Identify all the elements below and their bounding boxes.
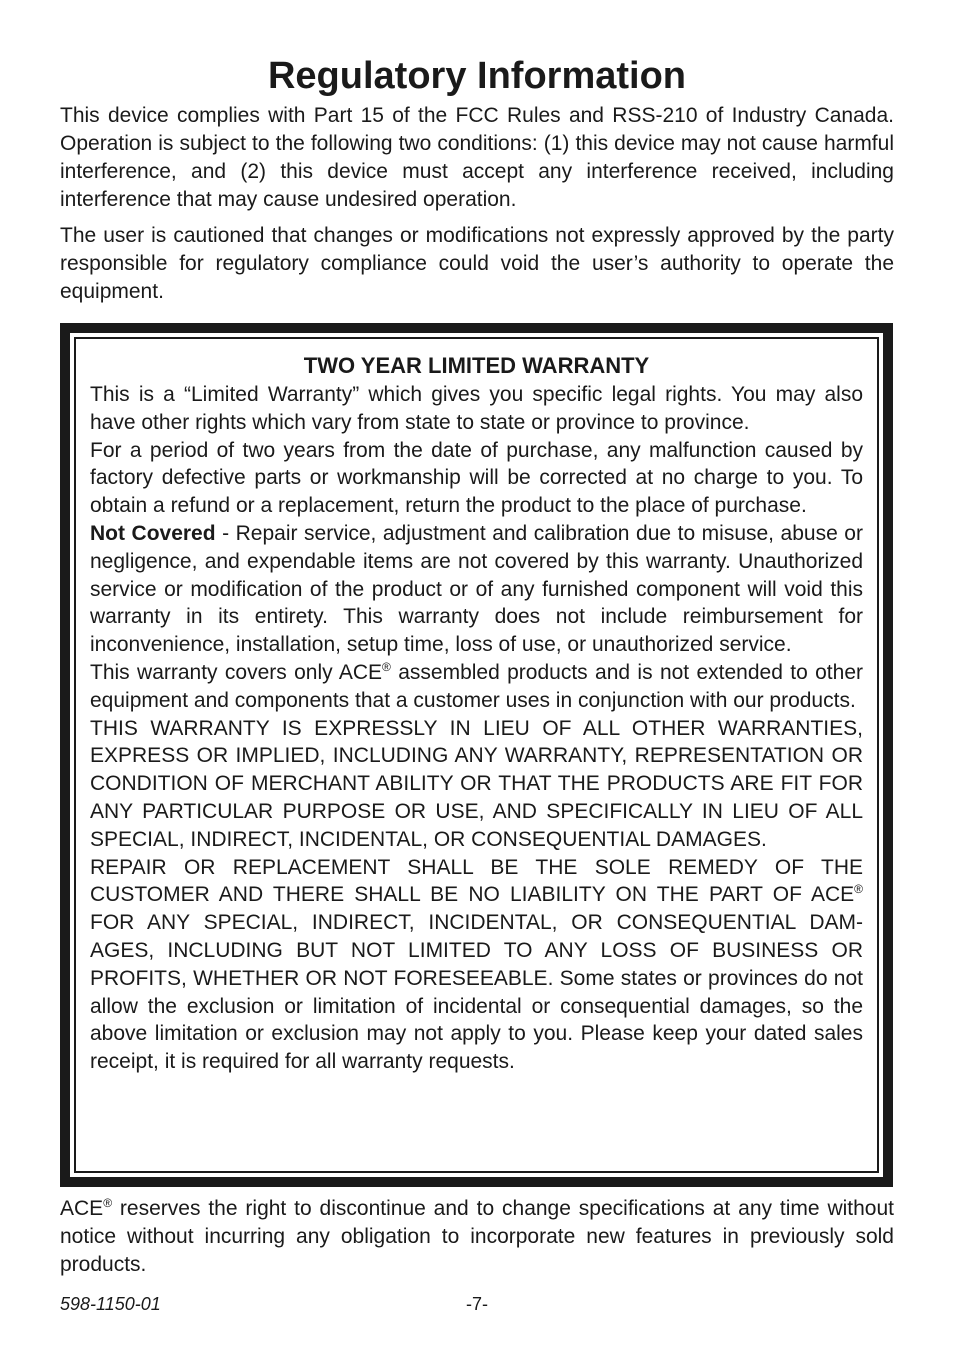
warranty-content — [90, 351, 863, 1076]
warranty-rights-paragraph: This is a “Limited Warranty” which gives you specific legal rights. You may also have other rights which vary from state to state or province to province. — [90, 383, 863, 434]
brand-name: ACE — [60, 1197, 104, 1220]
specifications-notice-paragraph — [60, 1195, 894, 1279]
document-number: 598-1150-01 — [60, 1294, 161, 1314]
coverage-text-end: assembled products and is not extended to other equipment and components that a customer uses in conjunction with our products. — [90, 660, 863, 712]
registered-mark: ® — [103, 1196, 113, 1210]
registered-mark: ® — [382, 659, 391, 674]
warranty-heading: TWO YEAR LIMITED WARRANTY — [303, 353, 650, 378]
page-title: Regulatory Information — [267, 55, 687, 97]
remedy-text-start: REPAIR OR REPLACEMENT SHALL BE THE SOLE REMEDY OF THE CUSTOMER AND THERE SHALL BE NO LIABILITY ON THE PART OF ACE — [90, 855, 863, 907]
specifications-notice-text: reserves the right to discontinue and to change specifications at any time without notice without incurring any obligation to incorporate new features in previously sold products. — [60, 1197, 894, 1276]
fcc-compliance-paragraph: This device complies with Part 15 of the FCC Rules and RSS-210 of Industry Canada. Operation is subject to the following two conditions: (1) this device may not cause harmful interference, and (2) this device must accept any interference received, including interference that may cause undesired operation. — [60, 104, 894, 211]
warranty-box-inner — [70, 333, 883, 1177]
warranty-box — [60, 323, 893, 1187]
warranty-coverage-paragraph — [90, 659, 863, 715]
not-covered-text: - Repair service, adjustment and calibration due to misuse, abuse or negligence, and expendable items are not covered by this warranty. Unauthorized service or modification of the product or of any furnished component will void this warranty in its entirety. This warranty does not include reimbursement for inconvenience, installation, setup time, loss of use, or unauthorized service. — [90, 521, 863, 657]
coverage-text-start: This warranty covers only ACE — [90, 660, 383, 684]
warranty-box-border — [74, 337, 879, 1173]
warranty-not-covered-paragraph — [90, 520, 863, 659]
not-covered-label: Not Covered — [90, 521, 216, 545]
warranty-disclaimer-paragraph: THIS WARRANTY IS EXPRESSLY IN LIEU OF ALL OTHER WARRANTIES, EXPRESS OR IMPLIED, INCLUDING ANY WARRANTY, REPRESENTATION OR CONDITION OF MERCHANT ABILITY OR THAT THE PRODUCTS ARE FIT FOR ANY PARTICULAR PURPOSE OR USE, AND SPECIFICALLY IN LIEU OF ALL SPECIAL, INDIRECT, INCIDENTAL, OR CONSEQUENTIAL DAMAGES. — [90, 716, 863, 851]
registered-mark: ® — [854, 882, 863, 897]
warranty-period-paragraph: For a period of two years from the date of purchase, any malfunction caused by factory defective parts or workmanship will be corrected at no charge to you. To obtain a refund or a replacement, return the product to the place of purchase. — [90, 438, 863, 518]
warranty-remedy-paragraph — [90, 854, 863, 1076]
modification-caution-paragraph: The user is cautioned that changes or modifications not expressly approved by the party responsible for regulatory compliance could void the user’s authority to operate the equipment. — [60, 224, 894, 303]
remedy-text-end: FOR ANY SPECIAL, INDIRECT, INCIDENTAL, OR CONSEQUENTIAL DAMAGES, INCLUDING BUT NOT LIMITED TO ANY LOSS OF BUSINESS OR PROFITS, WHETHER OR NOT FORESEEABLE. Some states or provinces do not allow the exclusion or limitation of incidental or consequential damages, so the above limitation or exclusion may not apply to you. Please keep your dated sales receipt, it is required for all warranty requests. — [90, 911, 863, 1074]
page-number: -7- — [466, 1294, 488, 1314]
